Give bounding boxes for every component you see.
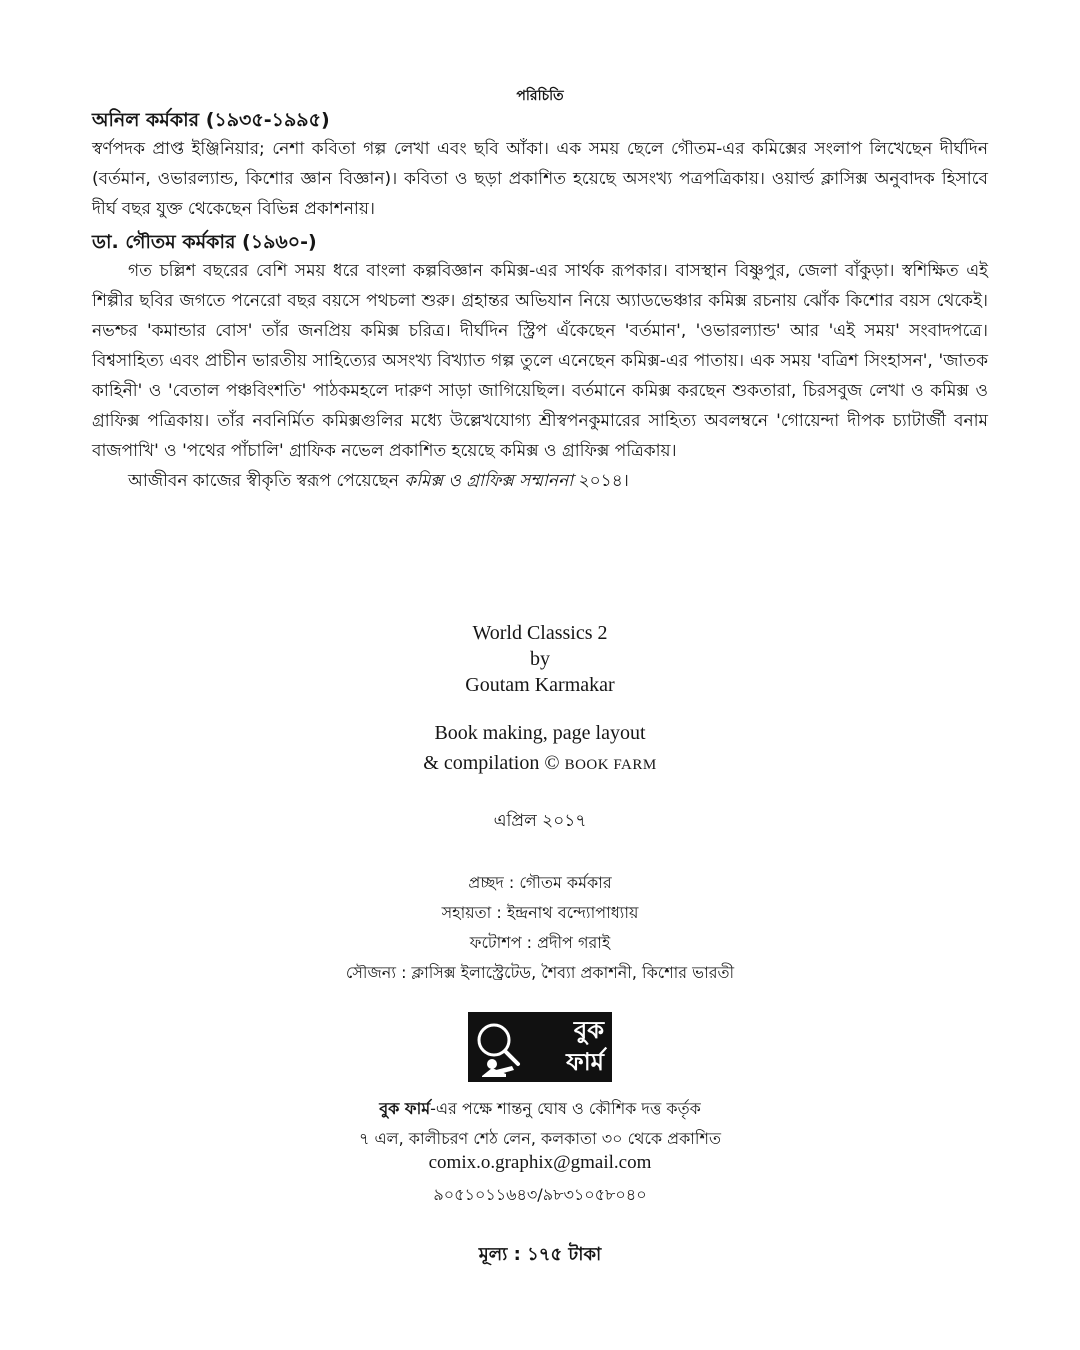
contact-email: comix.o.graphix@gmail.com	[428, 1152, 652, 1173]
book-making-credit	[0, 718, 1080, 780]
bio-anil-karmakar	[92, 106, 988, 224]
book-price: মূল্য : ১৭৫ টাকা	[478, 1244, 602, 1265]
section-heading: পরিচিতি	[516, 88, 564, 104]
book-title: World Classics 2	[472, 622, 608, 644]
book-farm-logo	[468, 1012, 612, 1082]
credits-block	[0, 868, 1080, 988]
bio-text	[92, 256, 988, 466]
publisher-address: ৭ এল, কালীচরণ শেঠ লেন, কলকাতা ৩০ থেকে প্রকাশিত	[359, 1129, 721, 1148]
bio-text-body: গত চল্লিশ বছরের বেশি সময় ধরে বাংলা কল্পবিজ্ঞান কমিক্স-এর সার্থক রূপকার। বাসস্থান বিষ্ণুপুর, জেলা বাঁকুড়া। স্বশিক্ষিত এই শিল্পীর ছবির জগতে পনেরো বছর বয়সে পথচলা শুরু। গ্রহান্তর অভিযান নিয়ে অ্যাডভেঞ্চার কমিক্স রচনায় ঝোঁক কিশোর বয়স থেকেই। নভশ্চর 'কমান্ডার বোস' তাঁর জনপ্রিয় কমিক্স চরিত্র। দীর্ঘদিন স্ট্রিপ এঁকেছেন 'বর্তমান', 'ওভারল্যান্ড' আর 'এই সময়' সংবাদপত্রে। বিশ্বসাহিত্য এবং প্রাচীন ভারতীয় সাহিত্যের অসংখ্য বিখ্যাত গল্প তুলে এনেছেন কমিক্স-এর পাতায়। এক সময় 'বত্রিশ সিংহাসন', 'জাতক কাহিনী' ও 'বেতাল পঞ্চবিংশতি' পাঠকমহলে দারুণ সাড়া জাগিয়েছিল। বর্তমানে কমিক্স করছেন শুকতারা, চিরসবুজ লেখা ও কমিক্স ও গ্রাফিক্স পত্রিকায়। তাঁর নবনির্মিত কমিক্সগুলির মধ্যে উল্লেখযোগ্য শ্রীস্বপনকুমারের সাহিত্য অবলম্বনে 'গোয়েন্দা দীপক চ্যাটার্জী বনাম বাজপাখি' ও 'পথের পাঁচালি' গ্রাফিক নভেল প্রকাশিত হয়েছে কমিক্স ও গ্রাফিক্স পত্রিকায়।	[92, 261, 988, 461]
credit-cover: প্রচ্ছদ : গৌতম কর্মকার	[468, 873, 612, 892]
logo-word-book: বুক	[573, 1016, 604, 1044]
publisher-block	[0, 1094, 1080, 1154]
publisher-name: বুক ফার্ম	[379, 1099, 431, 1118]
book-title-block	[0, 620, 1080, 698]
award-name: কমিক্স ও গ্রাফিক্স সম্মাননা	[404, 471, 574, 491]
credit-courtesy: সৌজন্য : ক্লাসিক্স ইলাস্ট্রেটেড, শৈব্যা প্রকাশনী, কিশোর ভারতী	[345, 963, 735, 982]
making-line-2-text: & compilation ©	[423, 752, 560, 774]
magnifier-reader-icon	[472, 1018, 536, 1078]
publication-date: এপ্রিল ২০১৭	[493, 811, 587, 831]
credit-photoshop: ফটোশপ : প্রদীপ গরাই	[469, 933, 611, 952]
book-by: by	[530, 648, 550, 670]
award-year: ২০১৪।	[578, 471, 629, 491]
award-line	[92, 466, 988, 496]
bio-goutam-karmakar	[92, 228, 988, 496]
making-line-2	[0, 748, 1080, 780]
publisher-line-1	[0, 1094, 1080, 1124]
contact-phone: ৯০৫১০১১৬৪৩/৯৮৩১০৫৮০৪০	[433, 1185, 647, 1204]
bio-text: স্বর্ণপদক প্রাপ্ত ইঞ্জিনিয়ার; নেশা কবিতা গল্প লেখা এবং ছবি আঁকা। এক সময় ছেলে গৌতম-এর কমিক্সের সংলাপ লিখেছেন দীর্ঘদিন (বর্তমান, ওভারল্যান্ড, কিশোর জ্ঞান বিজ্ঞান)। কবিতা ও ছড়া প্রকাশিত হয়েছে অসংখ্য পত্রপত্রিকায়। ওয়ার্ল্ড ক্লাসিক্স অনুবাদক হিসাবে দীর্ঘ বছর যুক্ত থেকেছেন বিভিন্ন প্রকাশনায়।	[92, 139, 988, 219]
bio-name: ডা. গৌতম কর্মকার (১৯৬০-)	[92, 231, 317, 253]
book-author: Goutam Karmakar	[465, 674, 615, 696]
making-line-1: Book making, page layout	[434, 722, 646, 744]
logo-word-farm: ফার্ম	[566, 1048, 604, 1076]
award-prefix: আজীবন কাজের স্বীকৃতি স্বরূপ পেয়েছেন	[128, 471, 399, 491]
making-brand: BOOK FARM	[564, 757, 657, 773]
bio-name: অনিল কর্মকার (১৯৩৫-১৯৯৫)	[92, 109, 330, 131]
publisher-line-1-rest: -এর পক্ষে শান্তনু ঘোষ ও কৌশিক দত্ত কর্তৃক	[430, 1099, 701, 1118]
credit-assist: সহায়তা : ইন্দ্রনাথ বন্দ্যোপাধ্যায়	[441, 903, 639, 922]
